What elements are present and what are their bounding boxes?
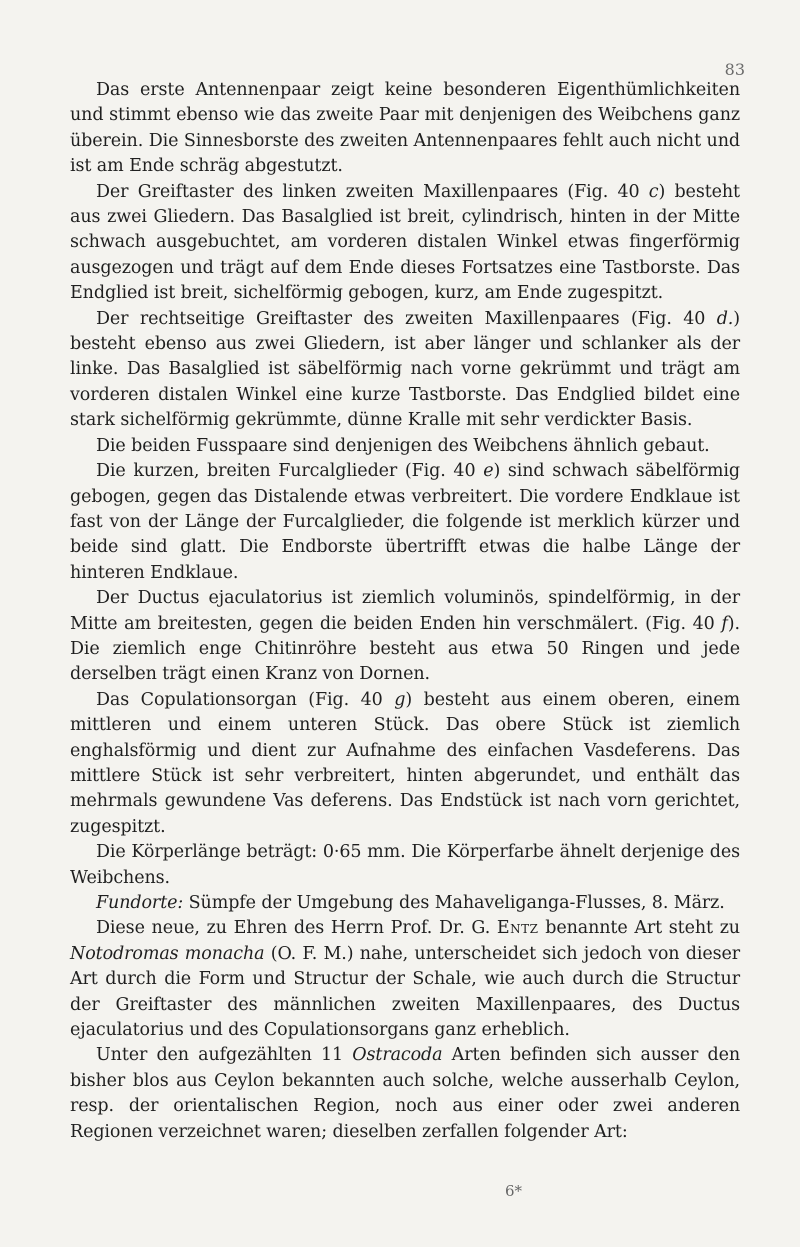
- text-run: Sümpfe der Umgebung des Mahaveliganga-Flusses, 8. März.: [183, 893, 725, 913]
- paragraph-koerperlaenge: [70, 840, 740, 891]
- text-run: Das Copulationsorgan (Fig. 40: [96, 689, 395, 710]
- text-run: c: [648, 181, 659, 202]
- text-run: Das erste Antennenpaar zeigt keine besonderen Eigenthümlichkeiten und stimmt ebenso wie das zweite Paar mit denjenigen des Weibchens ganz überein. Die Sinnesborste des zweiten Antennenpaares fehlt auch nicht und ist am Ende schräg abgestutzt.: [70, 80, 740, 177]
- text-run: Diese neue, zu Ehren des Herrn Prof. Dr. G.: [96, 918, 497, 939]
- text-run: Der Ductus ejaculatorius ist ziemlich voluminös, spindelförmig, in der Mitte am breitesten, gegen die beiden Enden hin verschmälert. (Fig. 40: [70, 588, 740, 634]
- text-run: Entz: [496, 918, 539, 939]
- text-run: Arten befinden sich ausser den bisher blos aus Ceylon bekannten auch solche, welche ausserhalb Ceylon, resp. der orientalischen Region, noch aus einer oder zwei anderen Regionen verzeichnet waren; dieselben zerfallen folgender Art:: [70, 1045, 740, 1142]
- text-run: e: [483, 461, 494, 482]
- text-run: benannte Art steht zu: [538, 918, 740, 939]
- text-run: ). Die ziemlich enge Chitinröhre besteht aus etwa 50 Ringen und jede derselben trägt einen Kranz von Dornen.: [70, 613, 740, 685]
- text-run: g: [394, 689, 406, 710]
- text-run: ) besteht aus einem oberen, einem mittleren und einem unteren Stück. Das obere Stück ist ziemlich enghalsförmig und dient zur Aufnahme des einfachen Vasdeferens. Das mittlere Stück ist sehr verbreitert, hinten abgerundet, und enthält das mehrmals gewundene Vas deferens. Das Endstück ist nach vorn gerichtet, zugespitzt.: [70, 689, 740, 837]
- text-run: Die Körperlänge beträgt: 0·65 mm. Die Körperfarbe ähnelt derjenige des Weibchens.: [70, 842, 740, 888]
- paragraph-ductus: [70, 586, 740, 688]
- paragraph-greiftaster-links: [70, 180, 740, 307]
- paragraph-fusspaare: [70, 434, 740, 459]
- text-run: Ostracoda: [352, 1045, 443, 1066]
- signature-mark: 6*: [505, 1182, 523, 1200]
- text-run: d.: [716, 308, 734, 329]
- text-run: Der rechtseitige Greiftaster des zweiten Maxillenpaares (Fig. 40: [96, 308, 717, 329]
- paragraph-ostracoda: [70, 1043, 740, 1145]
- body-text: [70, 78, 740, 1145]
- paragraph-greiftaster-rechts: [70, 307, 740, 434]
- text-run: f: [721, 613, 728, 634]
- page-number: 83: [724, 60, 745, 79]
- text-run: ) besteht ebenso aus zwei Gliedern, ist aber länger und schlanker als der linke. Das Basalglied ist säbelförmig nach vorne gekrümmt und trägt am vorderen distalen Winkel eine kurze Tastborste. Das Endglied bildet eine stark sichelförmig gekrümmte, dünne Kralle mit sehr verdickter Basis.: [70, 308, 740, 431]
- text-run: Fundorte:: [96, 893, 184, 913]
- text-run: ) besteht aus zwei Gliedern. Das Basalglied ist breit, cylindrisch, hinten in der Mitte schwach ausgebuchtet, am vorderen distalen Winkel etwas fingerförmig ausgezogen und trägt auf dem Ende dieses Fortsatzes eine Tastborste. Das Endglied ist breit, sichelförmig gebogen, kurz, am Ende zugespitzt.: [70, 181, 740, 304]
- text-run: Notodromas monacha: [70, 943, 265, 964]
- paragraph-fundorte: [70, 891, 740, 916]
- paragraph-neue-art: [70, 916, 740, 1043]
- text-run: Die kurzen, breiten Furcalglieder (Fig. 40: [96, 461, 484, 482]
- text-run: Die beiden Fusspaare sind denjenigen des Weibchens ähnlich gebaut.: [96, 435, 710, 456]
- paragraph-antennen: [70, 78, 740, 180]
- text-run: Unter den aufgezählten 11: [96, 1045, 353, 1066]
- paragraph-copulationsorgan: [70, 688, 740, 840]
- text-run: ) sind schwach säbelförmig gebogen, gegen das Distalende etwas verbreitert. Die vordere Endklaue ist fast von der Länge der Furcalglieder, die folgende ist merklich kürzer und beide sind glatt. Die Endborste übertrifft etwas die halbe Länge der hinteren Endklaue.: [70, 461, 740, 583]
- text-run: Der Greiftaster des linken zweiten Maxillenpaares (Fig. 40: [96, 181, 649, 202]
- text-run: (O. F. M.) nahe, unterscheidet sich jedoch von dieser Art durch die Form und Structur der Schale, wie auch durch die Structur der Greiftaster des männlichen zweiten Maxillenpaares, des Ductus ejaculatorius und des Copulationsorgans ganz erheblich.: [70, 943, 740, 1041]
- paragraph-furcalglieder: [70, 459, 740, 586]
